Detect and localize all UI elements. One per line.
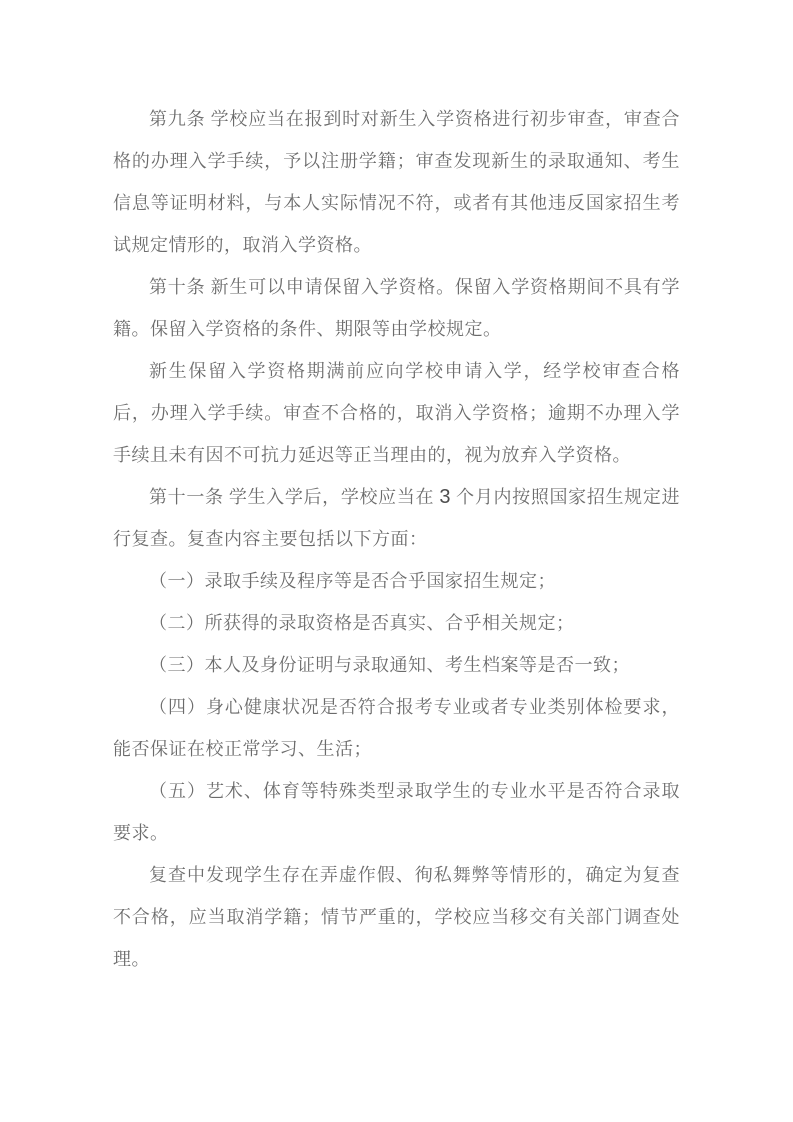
- list-item-4: （四）身心健康状况是否符合报考专业或者专业类别体检要求，能否保证在校正常学习、生活；: [113, 697, 680, 759]
- paragraph-recheck-violations: 复查中发现学生存在弄虚作假、徇私舞弊等情形的，确定为复查不合格，应当取消学籍；情节严重的，学校应当移交有关部门调查处理。: [113, 865, 680, 969]
- article-11-text-after-number: 个月内按照国家招生规定进行复查。复查内容主要包括以下方面：: [113, 487, 681, 549]
- document-body: [113, 98, 680, 980]
- paragraph-article-10: 第十条 新生可以申请保留入学资格。保留入学资格期间不具有学籍。保留入学资格的条件、期限等由学校规定。: [113, 277, 680, 339]
- article-11-month-count: 3: [439, 486, 451, 508]
- list-item-2: （二）所获得的录取资格是否真实、合乎相关规定；: [149, 613, 575, 633]
- paragraph-article-11: [113, 476, 680, 560]
- list-item-3: （三）本人及身份证明与录取通知、考生档案等是否一致；: [149, 655, 630, 675]
- paragraph-article-9: 第九条 学校应当在报到时对新生入学资格进行初步审查，审查合格的办理入学手续，予以注册学籍；审查发现新生的录取通知、考生信息等证明材料，与本人实际情况不符，或者有其他违反国家招生考试规定情形的，取消入学资格。: [113, 109, 680, 255]
- paragraph-article-10-continuation: 新生保留入学资格期满前应向学校申请入学，经学校审查合格后，办理入学手续。审查不合格的，取消入学资格；逾期不办理入学手续且未有因不可抗力延迟等正当理由的，视为放弃入学资格。: [113, 361, 680, 465]
- list-item-1: （一）录取手续及程序等是否合乎国家招生规定；: [149, 571, 556, 591]
- article-11-text-before-number: 第十一条 学生入学后，学校应当在: [149, 487, 440, 507]
- list-item-5: （五）艺术、体育等特殊类型录取学生的专业水平是否符合录取要求。: [113, 781, 680, 843]
